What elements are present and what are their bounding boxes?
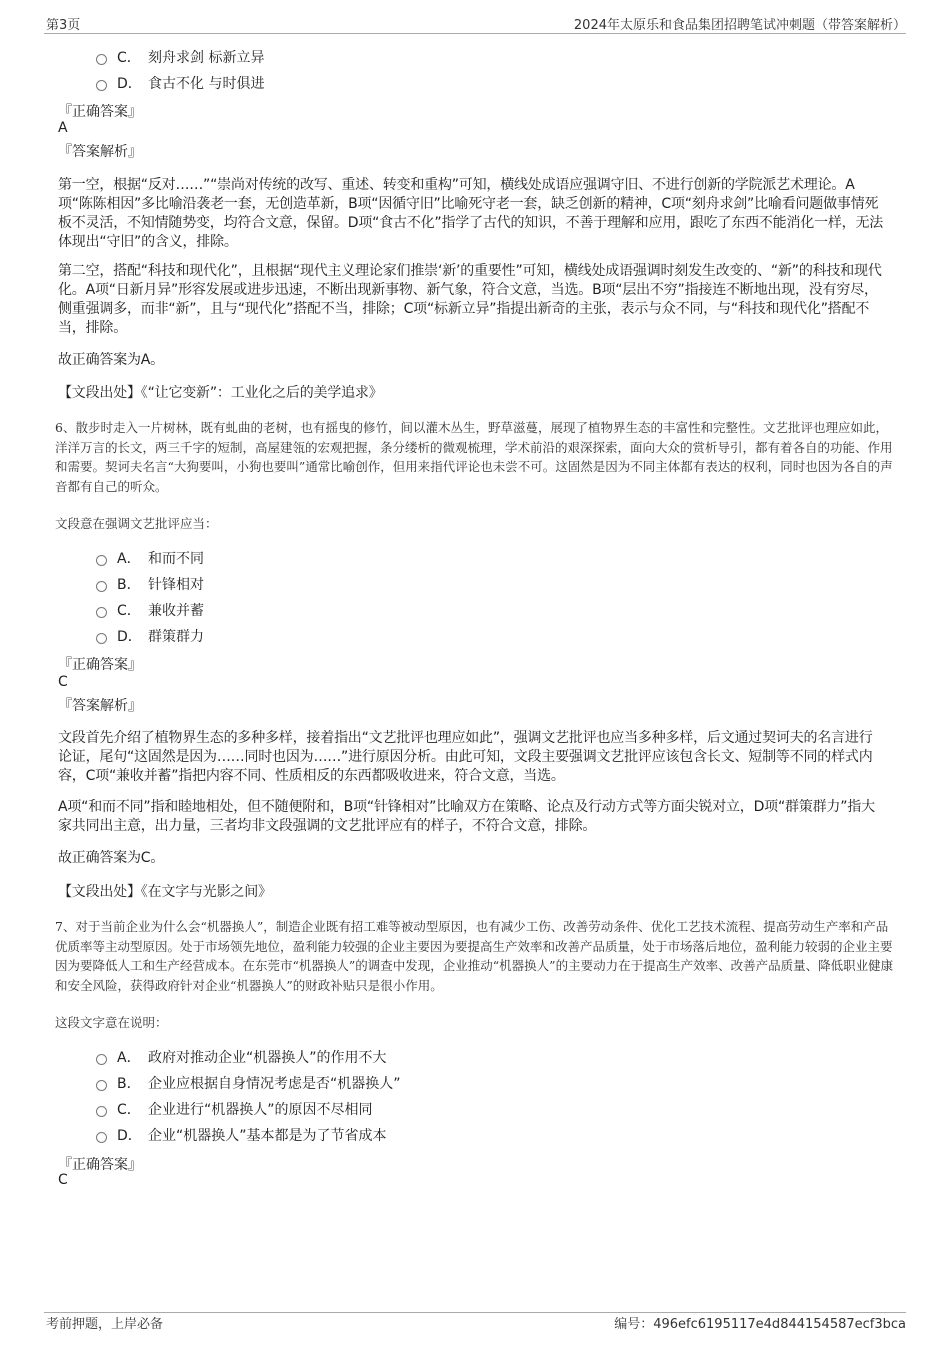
option-a[interactable] [96,1047,387,1067]
option-text: 企业“机器换人”基本都是为了节省成本 [148,1128,387,1144]
option-b[interactable] [96,1073,401,1093]
option-letter: B． [117,577,141,593]
option-letter: A． [117,1050,141,1066]
radio-icon[interactable] [96,633,107,644]
source-citation: 【文段出处】《“让它变新”：工业化之后的美学追求》 [58,385,383,401]
question-text: 7、对于当前企业为什么会“机器换人”，制造企业既有招工难等被动型原因，也有减少工伤、改善劳动条件、优化工艺技术流程、提高劳动生产率和产品优质率等主动型原因。处于市场领先地位，盈利能力较强的企业主要因为要提高生产效率和改善产品质量，处于市场落后地位，盈利能力较弱的企业主要因为要降低人工和生产经营成本。在东莞市“机器换人”的调查中发现，企业推动“机器换人”的主要动力在于提高生产效率、改善产品质量、降低职业健康和安全风险，获得政府针对企业“机器换人”的财政补贴只是很小作用。 [55,919,894,993]
option-text: 企业进行“机器换人”的原因不尽相同 [148,1102,373,1118]
option-a[interactable] [96,548,204,568]
radio-icon[interactable] [96,1132,107,1143]
option-text: 企业应根据自身情况考虑是否“机器换人” [148,1076,401,1092]
option-text: 群策群力 [148,629,204,645]
question-prompt: 这段文字意在说明： [55,1015,168,1030]
option-text: 政府对推动企业“机器换人”的作用不大 [148,1050,387,1066]
radio-icon[interactable] [96,54,107,65]
analysis-paragraph: A项“和而不同”指和睦地相处，但不随便附和，B项“针锋相对”比喻双方在策略、论点及行动方式等方面尖锐对立，D项“群策群力”指大家共同出主意，出力量，三者均非文段强调的文艺批评应有的样子，不符合文意，排除。 [58,799,875,834]
option-text: 食古不化 与时俱进 [148,76,265,92]
answer-label: 『正确答案』 [58,657,142,673]
analysis-paragraph: 文段首先介绍了植物界生态的多种多样，接着指出“文艺批评也理应如此”，强调文艺批评也应当多种多样，后文通过契诃夫的名言进行论证，尾句“这固然是因为……同时也因为……”进行原因分析。由此可知，文段主要强调文艺批评应该包含长文、短制等不同的样式内容，C项“兼收并蓄”指把内容不同、性质相反的东西都吸收进来，符合文意，当选。 [58,730,873,784]
option-b[interactable] [96,574,204,594]
analysis-paragraph: 第二空，搭配“科技和现代化”，且根据“现代主义理论家们推崇‘新’的重要性”可知，横线处成语强调时刻发生改变的、“新”的科技和现代化。A项“日新月异”形容发展或进步迅速，不断出现新事物、新气象，符合文意，当选。B项“层出不穷”指接连不断地出现，没有穷尽，侧重强调多，而非“新”，且与“现代化”搭配不当，排除；C项“标新立异”指提出新奇的主张，表示与众不同，与“科技和现代化”搭配不当，排除。 [58,263,882,336]
option-letter: D． [117,76,142,92]
option-c[interactable] [96,600,204,620]
option-letter: C． [117,50,141,66]
page-number: 第3页 [46,18,81,33]
option-letter: D． [117,1128,142,1144]
option-c[interactable] [96,1099,373,1119]
analysis-conclusion: 故正确答案为A。 [58,352,164,368]
radio-icon[interactable] [96,607,107,618]
option-d[interactable] [96,73,264,93]
document-id: 编号：496efc6195117e4d844154587ecf3bca [614,1317,906,1332]
footer-slogan: 考前押题，上岸必备 [46,1317,164,1332]
answer-value: C [58,1172,68,1188]
radio-icon[interactable] [96,1054,107,1065]
analysis-label: 『答案解析』 [58,698,142,714]
option-text: 兼收并蓄 [148,603,204,619]
analysis-paragraph: 第一空，根据“反对……”“崇尚对传统的改写、重述、转变和重构”可知，横线处成语应强调守旧、不进行创新的学院派艺术理论。A项“陈陈相因”多比喻沿袭老一套，无创造革新，B项“因循守旧”比喻死守老一套，缺乏创新的精神，C项“刻舟求剑”比喻看问题做事情死板不灵活，不知情随势变，均符合文意，保留。D项“食古不化”指学了古代的知识，不善于理解和应用，跟吃了东西不能消化一样，无法体现出“守旧”的含义，排除。 [58,177,884,250]
radio-icon[interactable] [96,1080,107,1091]
option-text: 针锋相对 [148,577,204,593]
option-letter: A． [117,551,141,567]
document-title: 2024年太原乐和食品集团招聘笔试冲刺题（带答案解析） [573,18,906,33]
radio-icon[interactable] [96,581,107,592]
answer-label: 『正确答案』 [58,1157,142,1173]
radio-icon[interactable] [96,1106,107,1117]
option-letter: C． [117,603,141,619]
analysis-conclusion: 故正确答案为C。 [58,850,165,866]
option-text: 和而不同 [148,551,204,567]
option-c[interactable] [96,47,264,67]
radio-icon[interactable] [96,80,107,91]
answer-label: 『正确答案』 [58,104,142,120]
answer-value: C [58,674,68,690]
option-letter: C． [117,1102,141,1118]
analysis-label: 『答案解析』 [58,144,142,160]
question-text: 6、散步时走入一片树林，既有虬曲的老树，也有摇曳的修竹，间以灌木丛生，野草滋蔓，展现了植物界生态的丰富性和完整性。文艺批评也理应如此，洋洋万言的长文，两三千字的短制，高屋建瓴的宏观把握，条分缕析的微观梳理，学术前沿的艰深探索，面向大众的赏析导引，都有着各自的功能、作用和需要。契诃夫名言“大狗要叫，小狗也要叫”通常比喻创作，但用来指代评论也未尝不可。这固然是因为不同主体都有表达的权利，同时也因为各自的声音都有自己的听众。 [55,420,893,494]
question-prompt: 文段意在强调文艺批评应当： [55,516,218,531]
option-letter: B． [117,1076,141,1092]
answer-value: A [58,120,68,136]
option-letter: D． [117,629,142,645]
option-d[interactable] [96,626,204,646]
header-divider [44,33,906,34]
source-citation: 【文段出处】《在文字与光影之间》 [58,884,272,900]
option-d[interactable] [96,1125,387,1145]
option-text: 刻舟求剑 标新立异 [148,50,265,66]
radio-icon[interactable] [96,555,107,566]
